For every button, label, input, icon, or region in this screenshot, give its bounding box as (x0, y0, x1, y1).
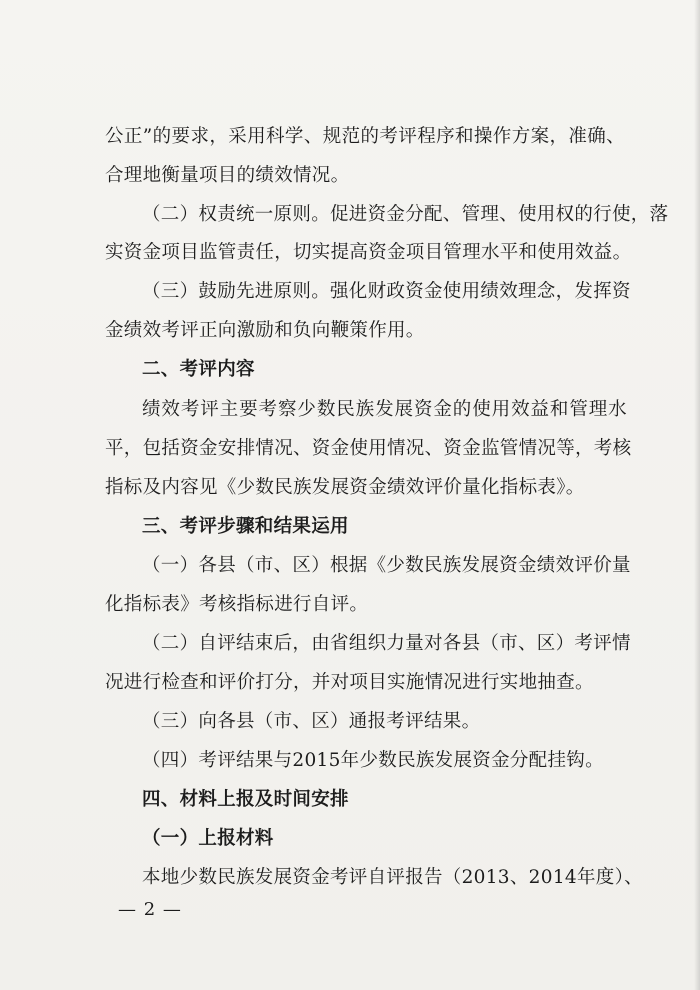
text-line-16: （三）向各县（市、区）通报考评结果。 (142, 711, 481, 732)
section-heading-4: 四、材料上报及时间安排 (142, 789, 349, 810)
section-heading-2: 二、考评内容 (142, 359, 255, 380)
page-number: — 2 — (118, 899, 182, 920)
text-line-1: 公正”的要求，采用科学、规范的考评程序和操作方案，准确、 (105, 126, 625, 147)
text-line-4: 实资金项目监管责任，切实提高资金项目管理水平和使用效益。 (105, 242, 632, 263)
text-line-5: （三）鼓励先进原则。强化财政资金使用绩效理念，发挥资 (142, 281, 631, 302)
text-line-12: （一）各县（市、区）根据《少数民族发展资金绩效评价量 (142, 555, 631, 576)
text-line-8: 绩效考评主要考察少数民族发展资金的使用效益和管理水 (142, 399, 627, 420)
page-edge-shadow (694, 0, 700, 990)
text-line-3: （二）权责统一原则。促进资金分配、管理、使用权的行使，落 (142, 204, 669, 225)
text-line-14: （二）自评结束后，由省组织力量对各县（市、区）考评情 (142, 633, 631, 654)
text-line-20: 本地少数民族发展资金考评自评报告（2013、2014年度）、 (142, 867, 643, 888)
text-line-6: 金绩效考评正向激励和负向鞭策作用。 (105, 320, 425, 341)
section-heading-3: 三、考评步骤和结果运用 (142, 516, 349, 537)
subsection-heading: （一）上报材料 (142, 828, 274, 849)
text-line-9: 平，包括资金安排情况、资金使用情况、资金监管情况等，考核 (105, 438, 632, 459)
text-line-10: 指标及内容见《少数民族发展资金绩效评价量化指标表》。 (105, 477, 585, 498)
text-line-15: 况进行检查和评价打分，并对项目实施情况进行实地抽查。 (105, 672, 594, 693)
text-line-13: 化指标表》考核指标进行自评。 (105, 594, 369, 615)
text-line-2: 合理地衡量项目的绩效情况。 (105, 165, 350, 186)
text-line-17: （四）考评结果与2015年少数民族发展资金分配挂钩。 (142, 750, 604, 771)
